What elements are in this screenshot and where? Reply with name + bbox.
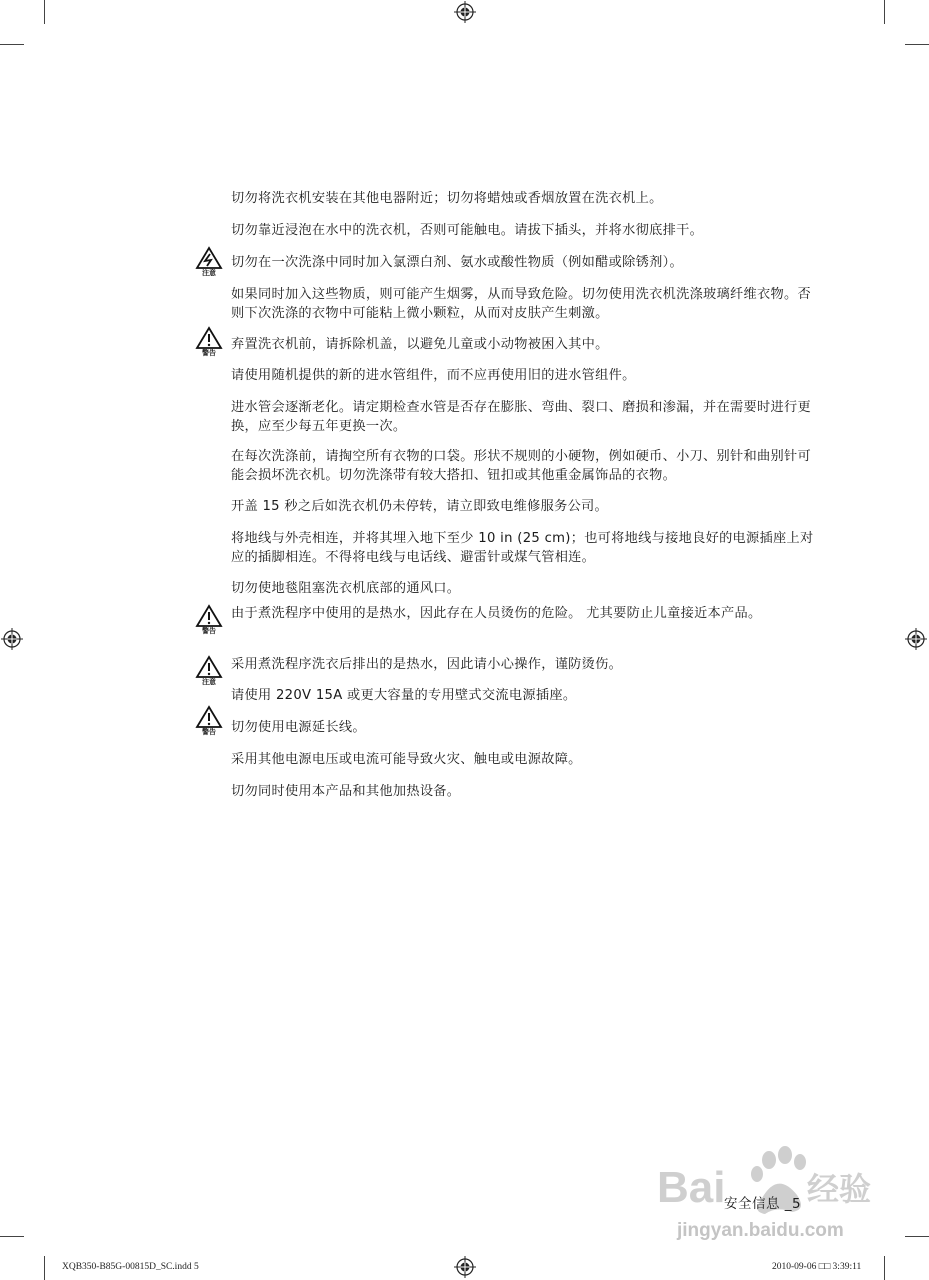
safety-paragraph: 切勿将洗衣机安装在其他电器附近；切勿将蜡烛或香烟放置在洗衣机上。 xyxy=(231,191,663,206)
registration-mark-top xyxy=(454,1,476,23)
registration-mark-left xyxy=(1,628,23,650)
crop-mark-top-right-v xyxy=(884,0,885,24)
safety-paragraph: 进水管会逐渐老化。请定期检查水管是否存在膨胀、弯曲、裂口、磨损和渗漏，并在需要时进行更换，应至少每五年更换一次。 xyxy=(231,400,811,434)
triangle-exclamation-icon xyxy=(195,655,223,679)
triangle-exclamation-icon xyxy=(195,705,223,729)
caution-electric-icon xyxy=(195,246,223,282)
crop-mark-top-left-h xyxy=(0,44,24,45)
crop-mark-top-left-v xyxy=(44,0,45,24)
print-timestamp: 2010-09-06 □□ 3:39:11 xyxy=(772,1262,862,1272)
safety-paragraph: 切勿使用电源延长线。 xyxy=(231,720,366,735)
safety-paragraph: 将地线与外壳相连，并将其埋入地下至少 10 in (25 cm)；也可将地线与接地良好的电源插座上对应的插脚相连。不得将电线与电话线、避雷针或煤气管相连。 xyxy=(231,531,814,565)
crop-mark-bottom-right-v xyxy=(884,1256,885,1280)
safety-paragraph: 切勿同时使用本产品和其他加热设备。 xyxy=(231,784,461,799)
crop-mark-bottom-left-h xyxy=(0,1236,24,1237)
registration-mark-right xyxy=(905,628,927,650)
watermark-brand: Bai xyxy=(657,1163,726,1212)
safety-paragraph: 由于煮洗程序中使用的是热水，因此存在人员烫伤的危险。 尤其要防止儿童接近本产品。 xyxy=(231,606,762,621)
warning-label: 警告 xyxy=(202,728,216,736)
warning-label: 警告 xyxy=(202,349,216,357)
file-slug: XQB350-B85G-00815D_SC.indd 5 xyxy=(62,1262,199,1272)
caution-label: 注意 xyxy=(202,269,216,277)
section-page-label: 安全信息 _5 xyxy=(724,1196,802,1212)
crop-mark-top-right-h xyxy=(905,44,929,45)
warning-icon xyxy=(195,705,223,741)
triangle-exclamation-icon xyxy=(195,604,223,628)
safety-paragraph: 在每次洗涤前，请掏空所有衣物的口袋。形状不规则的小硬物，例如硬币、小刀、别针和曲别针可能会损坏洗衣机。切勿洗涤带有较大搭扣、钮扣或其他重金属饰品的衣物。 xyxy=(231,449,811,483)
triangle-lightning-icon xyxy=(195,246,223,270)
crop-mark-bottom-right-h xyxy=(905,1236,929,1237)
safety-paragraph: 弃置洗衣机前，请拆除机盖，以避免儿童或小动物被困入其中。 xyxy=(231,337,609,352)
safety-paragraph: 切勿靠近浸泡在水中的洗衣机，否则可能触电。请拔下插头，并将水彻底排干。 xyxy=(231,223,704,238)
warning-icon xyxy=(195,604,223,640)
safety-paragraph: 切勿使地毯阻塞洗衣机底部的通风口。 xyxy=(231,581,461,596)
watermark-brand-cn: 经验 xyxy=(807,1170,872,1208)
warning-icon xyxy=(195,326,223,362)
safety-paragraph: 切勿在一次洗涤中同时加入氯漂白剂、氨水或酸性物质（例如醋或除锈剂）。 xyxy=(231,255,683,270)
safety-paragraph: 请使用随机提供的新的进水管组件，而不应再使用旧的进水管组件。 xyxy=(231,368,636,383)
safety-paragraph: 采用其他电源电压或电流可能导致火灾、触电或电源故障。 xyxy=(231,752,582,767)
crop-mark-bottom-left-v xyxy=(44,1256,45,1280)
watermark-url: jingyan.baidu.com xyxy=(677,1220,844,1241)
caution-label: 注意 xyxy=(202,678,216,686)
triangle-exclamation-icon xyxy=(195,326,223,350)
caution-icon xyxy=(195,655,223,691)
safety-paragraph: 请使用 220V 15A 或更大容量的专用壁式交流电源插座。 xyxy=(231,688,577,703)
registration-mark-bottom xyxy=(454,1256,476,1278)
safety-paragraph: 采用煮洗程序洗衣后排出的是热水，因此请小心操作，谨防烫伤。 xyxy=(231,657,623,672)
warning-label: 警告 xyxy=(202,627,216,635)
safety-paragraph: 开盖 15 秒之后如洗衣机仍未停转，请立即致电维修服务公司。 xyxy=(231,499,609,514)
safety-paragraph: 如果同时加入这些物质，则可能产生烟雾，从而导致危险。切勿使用洗衣机洗涤玻璃纤维衣物。否则下次洗涤的衣物中可能粘上微小颗粒，从而对皮肤产生刺激。 xyxy=(231,287,811,321)
